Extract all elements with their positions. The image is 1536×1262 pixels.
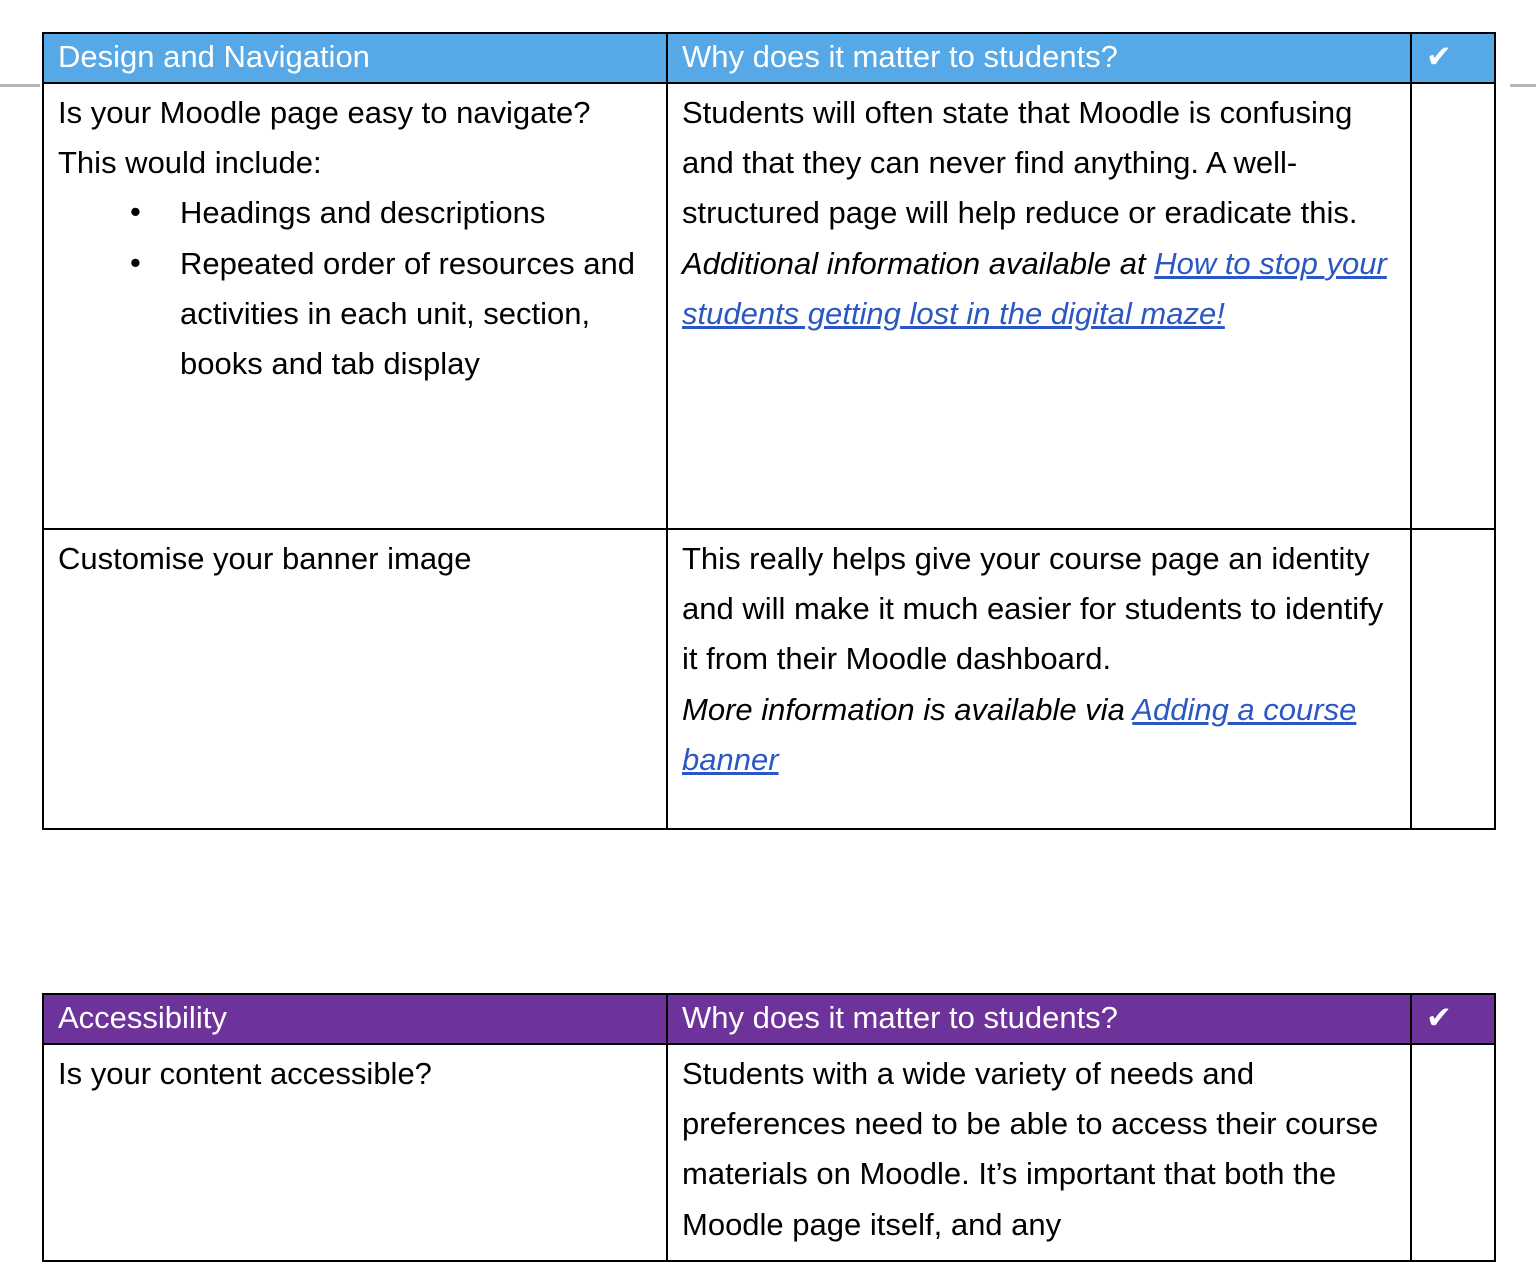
accessibility-header-topic: Accessibility — [43, 994, 667, 1044]
design-row1-why-cell — [667, 83, 1411, 529]
design-row1-bullet-list — [58, 188, 654, 389]
how-to-stop-students-getting-lost-link[interactable]: How to stop your students getting lost in the digital maze! — [682, 245, 1387, 331]
design-row1-topic-line-2: This would include: — [58, 145, 322, 181]
table-row — [43, 1044, 1495, 1261]
design-row2-topic-cell — [43, 529, 667, 829]
design-row1-why-italic-text: Additional information available at — [682, 245, 1155, 281]
design-row2-why-cell — [667, 529, 1411, 829]
page-break-rule-left — [0, 84, 40, 87]
table-row — [43, 529, 1495, 829]
accessibility-row1-topic-cell — [43, 1044, 667, 1261]
accessibility-row1-check-cell[interactable] — [1411, 1044, 1495, 1261]
list-item: • Headings and descriptions — [130, 188, 654, 238]
accessibility-row1-topic-line-1: Is your content accessible? — [58, 1055, 432, 1091]
adding-a-course-banner-link[interactable]: Adding a course banner — [682, 691, 1357, 777]
accessibility-header-why: Why does it matter to students? — [667, 994, 1411, 1044]
design-row1-check-cell[interactable] — [1411, 83, 1495, 529]
design-row2-why-italic-text: More information is available via — [682, 691, 1133, 727]
accessibility-table-header-row — [43, 994, 1495, 1044]
accessibility-table — [42, 993, 1496, 1262]
page-break-rule-right — [1510, 84, 1536, 87]
table-row — [43, 83, 1495, 529]
design-table-header-row — [43, 33, 1495, 83]
design-row2-topic-line-1: Customise your banner image — [58, 540, 472, 576]
design-and-navigation-table — [42, 32, 1496, 830]
design-row2-check-cell[interactable] — [1411, 529, 1495, 829]
design-row1-topic-cell — [43, 83, 667, 529]
design-row1-topic-line-1: Is your Moodle page easy to navigate? — [58, 94, 591, 130]
accessibility-row1-why-cell — [667, 1044, 1411, 1261]
check-header-icon: ✔ — [1411, 33, 1495, 83]
design-row1-why-paragraph — [682, 88, 1398, 339]
accessibility-row1-why-paragraph: Students with a wide variety of needs and preferences need to be able to access their course materials on Moodle. It’s important that both the Moodle page itself, and any — [682, 1055, 1379, 1242]
design-header-topic: Design and Navigation — [43, 33, 667, 83]
design-header-why: Why does it matter to students? — [667, 33, 1411, 83]
list-item: • Repeated order of resources and activities in each unit, section, books and tab display — [130, 239, 654, 390]
design-row1-why-plain-text: Students will often state that Moodle is confusing and that they can never find anything. A well-structured page will help reduce or eradicate this. — [682, 94, 1358, 231]
design-row2-why-paragraph-plain: This really helps give your course page an identity and will make it much easier for students to identify it from their Moodle dashboard. — [682, 540, 1384, 677]
check-header-icon: ✔ — [1411, 994, 1495, 1044]
design-row2-why-paragraph-italic — [682, 685, 1398, 785]
